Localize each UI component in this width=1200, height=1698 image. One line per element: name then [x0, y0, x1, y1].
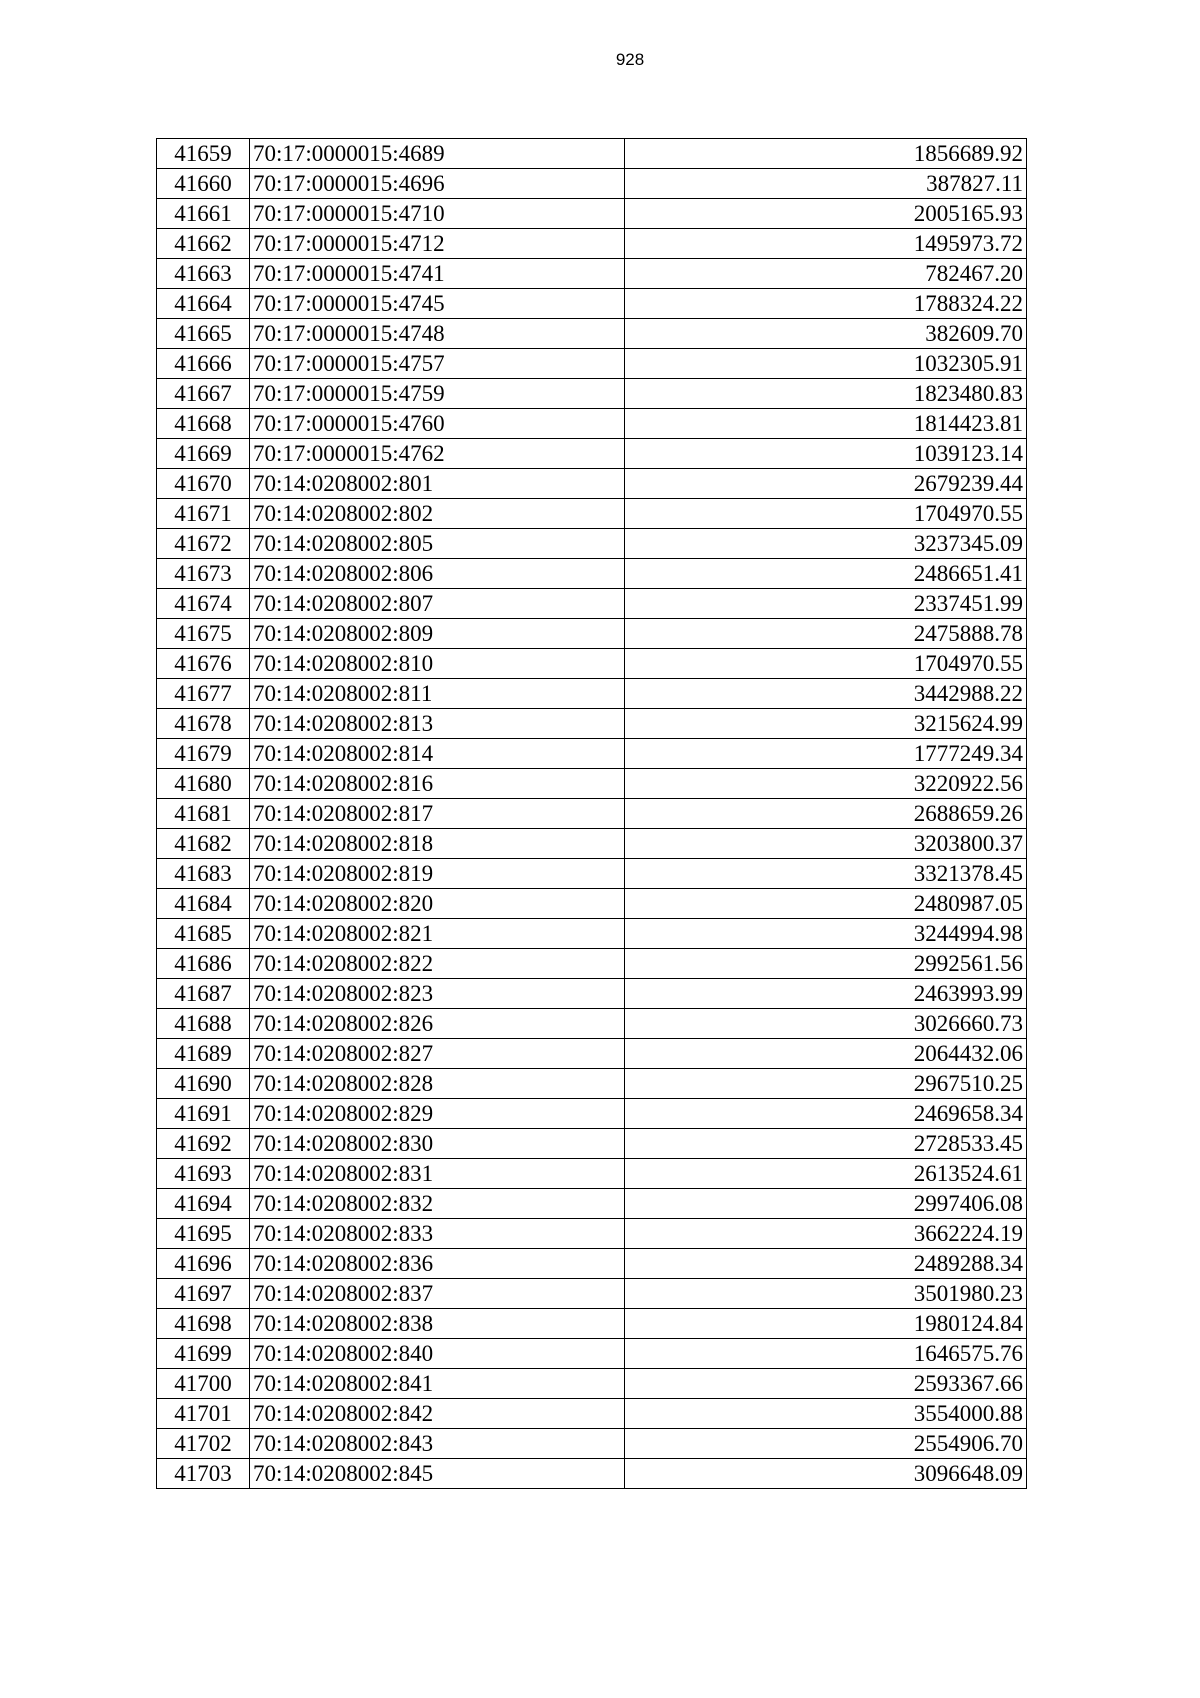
cadastral-number-cell: 70:14:0208002:809	[250, 619, 625, 649]
cadastral-number-cell: 70:14:0208002:810	[250, 649, 625, 679]
table-row	[157, 679, 1027, 709]
row-number-cell: 41659	[157, 139, 250, 169]
cadastral-value-cell: 3501980.23	[625, 1279, 1027, 1309]
cadastral-number-cell: 70:14:0208002:819	[250, 859, 625, 889]
cadastral-number-cell: 70:14:0208002:822	[250, 949, 625, 979]
row-number-cell: 41660	[157, 169, 250, 199]
cadastral-number-cell: 70:14:0208002:838	[250, 1309, 625, 1339]
table-row	[157, 259, 1027, 289]
cadastral-value-cell: 2613524.61	[625, 1159, 1027, 1189]
row-number-cell: 41703	[157, 1459, 250, 1489]
cadastral-value-cell: 3554000.88	[625, 1399, 1027, 1429]
table-row	[157, 319, 1027, 349]
row-number-cell: 41667	[157, 379, 250, 409]
cadastral-value-cell: 3220922.56	[625, 769, 1027, 799]
cadastral-value-cell: 2997406.08	[625, 1189, 1027, 1219]
table-row	[157, 1219, 1027, 1249]
table-row	[157, 409, 1027, 439]
table-row	[157, 799, 1027, 829]
cadastral-value-cell: 3442988.22	[625, 679, 1027, 709]
table-row	[157, 1189, 1027, 1219]
cadastral-value-cell: 382609.70	[625, 319, 1027, 349]
cadastral-number-cell: 70:17:0000015:4745	[250, 289, 625, 319]
cadastral-number-cell: 70:17:0000015:4741	[250, 259, 625, 289]
row-number-cell: 41676	[157, 649, 250, 679]
row-number-cell: 41694	[157, 1189, 250, 1219]
cadastral-number-cell: 70:14:0208002:845	[250, 1459, 625, 1489]
table-row	[157, 1459, 1027, 1489]
table-row	[157, 649, 1027, 679]
table-row	[157, 919, 1027, 949]
cadastral-value-cell: 1704970.55	[625, 499, 1027, 529]
row-number-cell: 41673	[157, 559, 250, 589]
table-row	[157, 1039, 1027, 1069]
cadastral-value-cell: 1788324.22	[625, 289, 1027, 319]
cadastral-value-cell: 2064432.06	[625, 1039, 1027, 1069]
cadastral-value-cell: 3026660.73	[625, 1009, 1027, 1039]
table-row	[157, 1159, 1027, 1189]
cadastral-value-cell: 2679239.44	[625, 469, 1027, 499]
row-number-cell: 41663	[157, 259, 250, 289]
row-number-cell: 41698	[157, 1309, 250, 1339]
row-number-cell: 41664	[157, 289, 250, 319]
row-number-cell: 41701	[157, 1399, 250, 1429]
row-number-cell: 41674	[157, 589, 250, 619]
cadastral-number-cell: 70:14:0208002:821	[250, 919, 625, 949]
table-row	[157, 529, 1027, 559]
cadastral-value-cell: 1646575.76	[625, 1339, 1027, 1369]
cadastral-number-cell: 70:14:0208002:827	[250, 1039, 625, 1069]
cadastral-value-cell: 2486651.41	[625, 559, 1027, 589]
cadastral-number-cell: 70:17:0000015:4759	[250, 379, 625, 409]
row-number-cell: 41683	[157, 859, 250, 889]
cadastral-number-cell: 70:14:0208002:832	[250, 1189, 625, 1219]
cadastral-value-cell: 3244994.98	[625, 919, 1027, 949]
table-row	[157, 1399, 1027, 1429]
row-number-cell: 41662	[157, 229, 250, 259]
table-row	[157, 739, 1027, 769]
cadastral-number-cell: 70:14:0208002:836	[250, 1249, 625, 1279]
cadastral-value-cell: 1495973.72	[625, 229, 1027, 259]
cadastral-value-cell: 3096648.09	[625, 1459, 1027, 1489]
cadastral-number-cell: 70:14:0208002:830	[250, 1129, 625, 1159]
row-number-cell: 41693	[157, 1159, 250, 1189]
row-number-cell: 41661	[157, 199, 250, 229]
cadastral-number-cell: 70:14:0208002:831	[250, 1159, 625, 1189]
cadastral-value-cell: 2728533.45	[625, 1129, 1027, 1159]
row-number-cell: 41690	[157, 1069, 250, 1099]
cadastral-number-cell: 70:14:0208002:826	[250, 1009, 625, 1039]
row-number-cell: 41680	[157, 769, 250, 799]
table-row	[157, 1339, 1027, 1369]
cadastral-value-cell: 3321378.45	[625, 859, 1027, 889]
table-row	[157, 379, 1027, 409]
cadastral-number-cell: 70:14:0208002:828	[250, 1069, 625, 1099]
table-row	[157, 499, 1027, 529]
cadastral-number-cell: 70:14:0208002:805	[250, 529, 625, 559]
table-row	[157, 1129, 1027, 1159]
cadastral-value-cell: 782467.20	[625, 259, 1027, 289]
table-row	[157, 859, 1027, 889]
cadastral-number-cell: 70:17:0000015:4696	[250, 169, 625, 199]
cadastral-number-cell: 70:14:0208002:814	[250, 739, 625, 769]
cadastral-number-cell: 70:17:0000015:4762	[250, 439, 625, 469]
table-row	[157, 349, 1027, 379]
row-number-cell: 41695	[157, 1219, 250, 1249]
cadastral-value-table	[156, 138, 1027, 1489]
cadastral-value-cell: 2469658.34	[625, 1099, 1027, 1129]
cadastral-number-cell: 70:14:0208002:806	[250, 559, 625, 589]
cadastral-value-cell: 2554906.70	[625, 1429, 1027, 1459]
row-number-cell: 41684	[157, 889, 250, 919]
row-number-cell: 41688	[157, 1009, 250, 1039]
row-number-cell: 41672	[157, 529, 250, 559]
table-row	[157, 1009, 1027, 1039]
cadastral-value-cell: 1823480.83	[625, 379, 1027, 409]
table-row	[157, 769, 1027, 799]
cadastral-value-cell: 2992561.56	[625, 949, 1027, 979]
table-row	[157, 289, 1027, 319]
cadastral-number-cell: 70:14:0208002:816	[250, 769, 625, 799]
cadastral-number-cell: 70:14:0208002:817	[250, 799, 625, 829]
table-row	[157, 1249, 1027, 1279]
cadastral-value-cell: 2489288.34	[625, 1249, 1027, 1279]
cadastral-value-cell: 3215624.99	[625, 709, 1027, 739]
cadastral-value-cell: 1032305.91	[625, 349, 1027, 379]
cadastral-value-cell: 1777249.34	[625, 739, 1027, 769]
page-number: 928	[615, 50, 645, 69]
row-number-cell: 41689	[157, 1039, 250, 1069]
cadastral-number-cell: 70:14:0208002:801	[250, 469, 625, 499]
cadastral-number-cell: 70:14:0208002:842	[250, 1399, 625, 1429]
row-number-cell: 41691	[157, 1099, 250, 1129]
cadastral-number-cell: 70:14:0208002:811	[250, 679, 625, 709]
cadastral-value-cell: 3237345.09	[625, 529, 1027, 559]
table-row	[157, 979, 1027, 1009]
cadastral-number-cell: 70:14:0208002:841	[250, 1369, 625, 1399]
cadastral-number-cell: 70:14:0208002:813	[250, 709, 625, 739]
row-number-cell: 41702	[157, 1429, 250, 1459]
row-number-cell: 41692	[157, 1129, 250, 1159]
row-number-cell: 41665	[157, 319, 250, 349]
cadastral-value-cell: 387827.11	[625, 169, 1027, 199]
table-row	[157, 1069, 1027, 1099]
table-row	[157, 709, 1027, 739]
cadastral-value-cell: 3203800.37	[625, 829, 1027, 859]
table-row	[157, 169, 1027, 199]
cadastral-number-cell: 70:17:0000015:4757	[250, 349, 625, 379]
cadastral-number-cell: 70:17:0000015:4710	[250, 199, 625, 229]
cadastral-value-cell: 2688659.26	[625, 799, 1027, 829]
cadastral-number-cell: 70:14:0208002:823	[250, 979, 625, 1009]
cadastral-number-cell: 70:14:0208002:837	[250, 1279, 625, 1309]
cadastral-number-cell: 70:14:0208002:818	[250, 829, 625, 859]
cadastral-value-cell: 1814423.81	[625, 409, 1027, 439]
table-row	[157, 559, 1027, 589]
cadastral-number-cell: 70:14:0208002:820	[250, 889, 625, 919]
row-number-cell: 41677	[157, 679, 250, 709]
row-number-cell: 41685	[157, 919, 250, 949]
row-number-cell: 41681	[157, 799, 250, 829]
table-row	[157, 889, 1027, 919]
cadastral-value-cell: 2005165.93	[625, 199, 1027, 229]
cadastral-number-cell: 70:14:0208002:829	[250, 1099, 625, 1129]
row-number-cell: 41682	[157, 829, 250, 859]
row-number-cell: 41679	[157, 739, 250, 769]
cadastral-number-cell: 70:17:0000015:4748	[250, 319, 625, 349]
cadastral-value-cell: 2967510.25	[625, 1069, 1027, 1099]
row-number-cell: 41675	[157, 619, 250, 649]
table-row	[157, 949, 1027, 979]
table-row	[157, 139, 1027, 169]
row-number-cell: 41687	[157, 979, 250, 1009]
table-row	[157, 1099, 1027, 1129]
table-row	[157, 829, 1027, 859]
table-row	[157, 199, 1027, 229]
cadastral-value-cell: 1039123.14	[625, 439, 1027, 469]
row-number-cell: 41678	[157, 709, 250, 739]
cadastral-value-cell: 2593367.66	[625, 1369, 1027, 1399]
cadastral-number-cell: 70:14:0208002:807	[250, 589, 625, 619]
table-row	[157, 469, 1027, 499]
row-number-cell: 41697	[157, 1279, 250, 1309]
cadastral-number-cell: 70:17:0000015:4760	[250, 409, 625, 439]
cadastral-number-cell: 70:14:0208002:843	[250, 1429, 625, 1459]
table-row	[157, 439, 1027, 469]
table-row	[157, 1279, 1027, 1309]
row-number-cell: 41666	[157, 349, 250, 379]
table-row	[157, 1369, 1027, 1399]
cadastral-value-cell: 1704970.55	[625, 649, 1027, 679]
row-number-cell: 41669	[157, 439, 250, 469]
table-body	[157, 139, 1027, 1489]
table-row	[157, 619, 1027, 649]
cadastral-number-cell: 70:17:0000015:4689	[250, 139, 625, 169]
table-row	[157, 1429, 1027, 1459]
table-row	[157, 589, 1027, 619]
row-number-cell: 41696	[157, 1249, 250, 1279]
cadastral-value-cell: 2475888.78	[625, 619, 1027, 649]
cadastral-value-cell: 1856689.92	[625, 139, 1027, 169]
cadastral-number-cell: 70:14:0208002:833	[250, 1219, 625, 1249]
cadastral-value-cell: 2463993.99	[625, 979, 1027, 1009]
cadastral-value-cell: 1980124.84	[625, 1309, 1027, 1339]
row-number-cell: 41700	[157, 1369, 250, 1399]
cadastral-number-cell: 70:14:0208002:802	[250, 499, 625, 529]
table-row	[157, 229, 1027, 259]
row-number-cell: 41699	[157, 1339, 250, 1369]
cadastral-number-cell: 70:14:0208002:840	[250, 1339, 625, 1369]
row-number-cell: 41670	[157, 469, 250, 499]
cadastral-number-cell: 70:17:0000015:4712	[250, 229, 625, 259]
row-number-cell: 41686	[157, 949, 250, 979]
cadastral-value-cell: 3662224.19	[625, 1219, 1027, 1249]
table-row	[157, 1309, 1027, 1339]
row-number-cell: 41671	[157, 499, 250, 529]
cadastral-value-cell: 2337451.99	[625, 589, 1027, 619]
row-number-cell: 41668	[157, 409, 250, 439]
cadastral-value-cell: 2480987.05	[625, 889, 1027, 919]
